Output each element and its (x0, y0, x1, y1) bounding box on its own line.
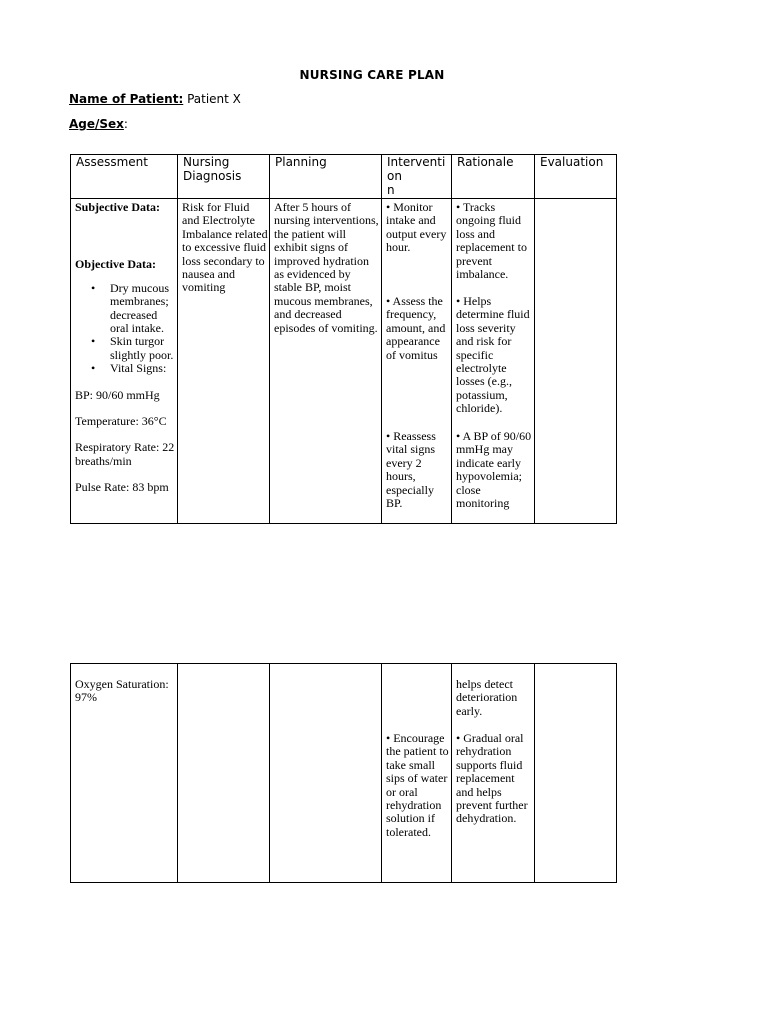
intervention-2: • Assess the frequency, amount, and appearance of vomitus (386, 294, 446, 362)
header-assessment: Assessment (76, 155, 148, 169)
subjective-data-label: Subjective Data: (75, 200, 160, 214)
rationale-2: • Helps determine fluid loss severity and risk for specific electrolyte losses (e.g., potassium, chloride). (456, 294, 530, 416)
age-sex-label: Age/Sex (69, 117, 124, 131)
patient-name-value: Patient X (187, 92, 241, 106)
bp-reading: BP: 90/60 mmHg (75, 387, 160, 402)
patient-name-label: Name of Patient: (69, 92, 184, 106)
header-nursing-diagnosis-line-2: Diagnosis (183, 169, 242, 183)
temperature-reading: Temperature: 36°C (75, 414, 167, 429)
header-nursing-diagnosis (183, 155, 241, 183)
header-intervention-line-3: n (387, 183, 395, 197)
pulse-rate-reading: Pulse Rate: 83 bpm (75, 480, 169, 495)
oxygen-saturation-reading: Oxygen Saturation: 97% (75, 677, 169, 705)
objective-data-list (75, 282, 175, 376)
rationale-4: • Gradual oral rehydration supports fluid replacement and helps prevent further dehydration. (456, 731, 528, 826)
header-rationale: Rationale (457, 155, 514, 169)
header-planning: Planning (275, 155, 327, 169)
objective-data-label: Objective Data: (75, 257, 156, 272)
age-sex-line (69, 117, 128, 131)
document-title: NURSING CARE PLAN (299, 68, 445, 82)
header-intervention-line-1: Interventi (387, 155, 446, 169)
header-nursing-diagnosis-line-1: Nursing (183, 155, 230, 169)
rationale-1: • Tracks ongoing fluid loss and replacement to prevent imbalance. (456, 200, 527, 282)
header-intervention (387, 155, 445, 197)
header-evaluation: Evaluation (540, 155, 604, 169)
objective-item: • Skin turgor slightly poor. (75, 335, 175, 362)
nursing-diagnosis-cell: Risk for Fluid and Electrolyte Imbalance related to excessive fluid loss secondary to nausea and vomiting (182, 200, 268, 295)
care-plan-table-part-1 (70, 154, 617, 524)
planning-cell: After 5 hours of nursing interventions, the patient will exhibit signs of improved hydration as evidenced by stable BP, moist mucous membranes, and decreased episodes of vomiting. (274, 200, 379, 335)
respiratory-rate-reading: Respiratory Rate: 22 breaths/min (75, 440, 175, 468)
care-plan-table-part-2 (70, 663, 617, 883)
objective-item: • Dry mucous membranes; decreased oral intake. (75, 282, 175, 336)
objective-item: • Vital Signs: (75, 362, 175, 375)
age-sex-colon: : (123, 117, 128, 131)
intervention-4: • Encourage the patient to take small sips of water or oral rehydration solution if tolerated. (386, 731, 449, 839)
patient-name-line (69, 92, 241, 106)
intervention-3: • Reassess vital signs every 2 hours, especially BP. (386, 429, 436, 511)
rationale-3-continued: helps detect deterioration early. (456, 677, 518, 718)
assessment-cell (75, 201, 175, 495)
intervention-1: • Monitor intake and output every hour. (386, 200, 447, 255)
rationale-3: • A BP of 90/60 mmHg may indicate early hypovolemia; close monitoring (456, 429, 532, 511)
header-intervention-line-2: on (387, 169, 402, 183)
